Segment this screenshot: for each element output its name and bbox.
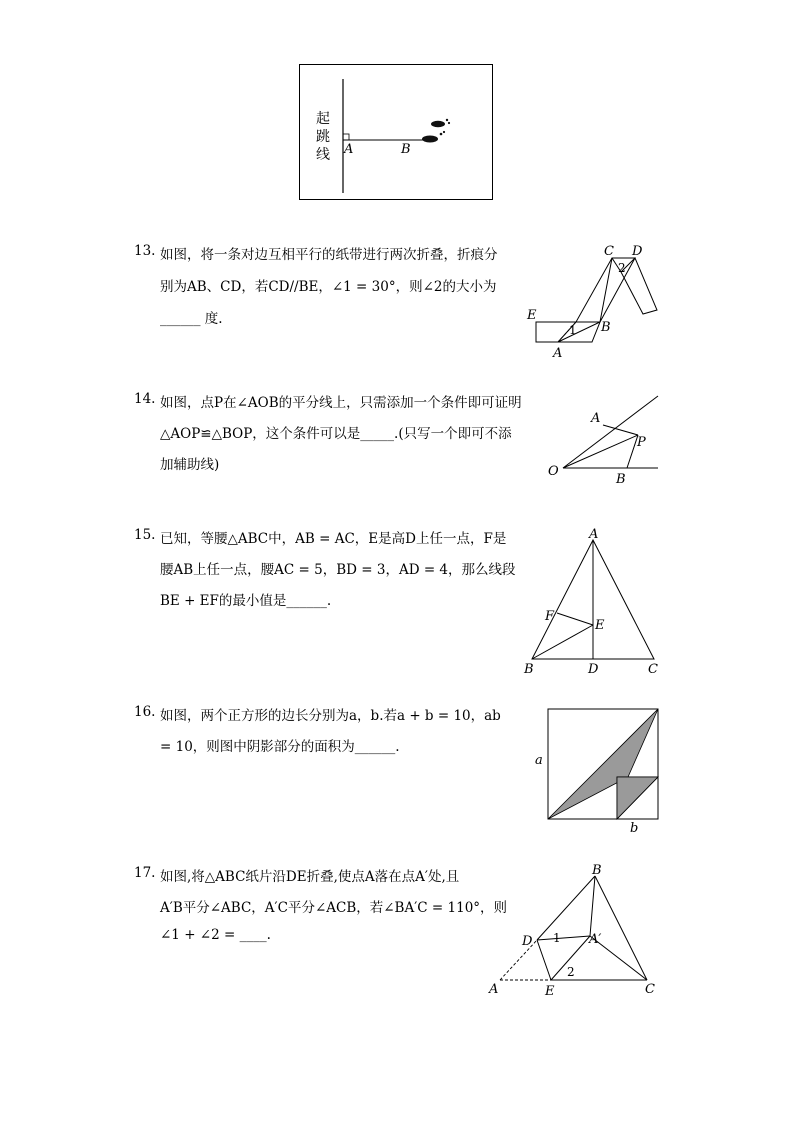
label-B: B <box>601 320 611 335</box>
label-C: C <box>645 982 655 997</box>
point-B-label: B <box>401 142 411 157</box>
label-E: E <box>595 618 605 633</box>
problem-number: 15. <box>134 527 156 543</box>
point-A-label: A <box>344 142 354 157</box>
isosceles-triangle-diagram <box>520 525 665 680</box>
label-angle-1: 1 <box>553 931 561 945</box>
angle-bisector-diagram <box>540 388 665 488</box>
problem-number: 13. <box>134 243 156 259</box>
problem-text-line: 已知，等腰△ABC中，AB = AC，E是高D上任一点，F是 <box>160 531 507 547</box>
label-C: C <box>648 662 658 677</box>
problem-number: 14. <box>134 391 156 407</box>
long-jump-diagram <box>300 65 494 201</box>
label-F: F <box>545 609 555 624</box>
label-D: D <box>588 662 599 677</box>
label-B: B <box>592 863 602 878</box>
long-jump-figure <box>299 64 493 200</box>
figure-16 <box>528 700 668 844</box>
label-A-prime: A′ <box>589 932 602 947</box>
problem-number: 17. <box>134 865 156 881</box>
problem-number: 16. <box>134 704 156 720</box>
problem-text-line: = 10，则图中阴影部分的面积为______. <box>160 739 400 755</box>
label-angle-2: 2 <box>567 965 575 979</box>
figure-17 <box>485 862 665 1001</box>
label-angle-2: 2 <box>618 261 626 275</box>
label-A: A <box>489 982 499 997</box>
label-angle-1: 1 <box>569 323 577 337</box>
label-E: E <box>527 308 537 323</box>
label-A: A <box>553 346 563 361</box>
label-O: O <box>548 464 559 479</box>
right-angle-mark <box>343 134 349 140</box>
label-E: E <box>545 984 555 997</box>
label-C: C <box>604 244 614 259</box>
label-a: a <box>535 753 543 768</box>
problem-text-line: 如图，两个正方形的边长分别为a，b.若a + b = 10，ab <box>160 708 501 724</box>
label-b: b <box>630 821 639 836</box>
problem-text-line: 腰AB上任一点，腰AC = 5，BD = 3，AD = 4，那么线段 <box>160 562 516 578</box>
figure-13 <box>520 240 670 369</box>
label-D: D <box>632 244 643 259</box>
label-B: B <box>616 472 626 487</box>
label-A: A <box>591 411 601 426</box>
figure-15 <box>520 525 665 684</box>
problem-text-line: ∠1 + ∠2 = ____. <box>160 927 271 943</box>
problem-text-line: 如图,将△ABC纸片沿DE折叠,使点A落在点A′处,且 <box>160 869 460 885</box>
problem-text-line: 如图，将一条对边互相平行的纸带进行两次折叠，折痕分 <box>160 247 498 263</box>
figure-14 <box>540 388 665 492</box>
jump-line-char-2: 跳 <box>316 129 330 145</box>
problem-text-line: BE + EF的最小值是______. <box>160 593 332 609</box>
problem-text-line: 如图，点P在∠AOB的平分线上，只需添加一个条件即可证明 <box>160 395 522 411</box>
problem-text-line: A′B平分∠ABC，A′C平分∠ACB，若∠BA′C = 110°，则 <box>160 900 508 916</box>
label-B: B <box>524 662 534 677</box>
label-D: D <box>522 934 533 949</box>
problem-text-line: 别为AB、CD，若CD//BE，∠1 = 30°，则∠2的大小为 <box>160 279 497 295</box>
folded-triangle-diagram <box>485 862 665 997</box>
paper-strip-fold-diagram <box>520 240 670 365</box>
label-P: P <box>637 435 646 450</box>
label-A: A <box>589 527 599 542</box>
jump-line-char-1: 起 <box>316 111 330 127</box>
footprints-icon <box>422 119 450 143</box>
jump-line-char-3: 线 <box>316 147 330 163</box>
problem-text-line: △AOP≌△BOP，这个条件可以是_____.(只写一个即可不添 <box>160 426 512 442</box>
problem-text-line: 加辅助线) <box>160 457 220 473</box>
problem-text-line: ______ 度. <box>160 311 223 327</box>
two-squares-diagram <box>528 700 668 840</box>
